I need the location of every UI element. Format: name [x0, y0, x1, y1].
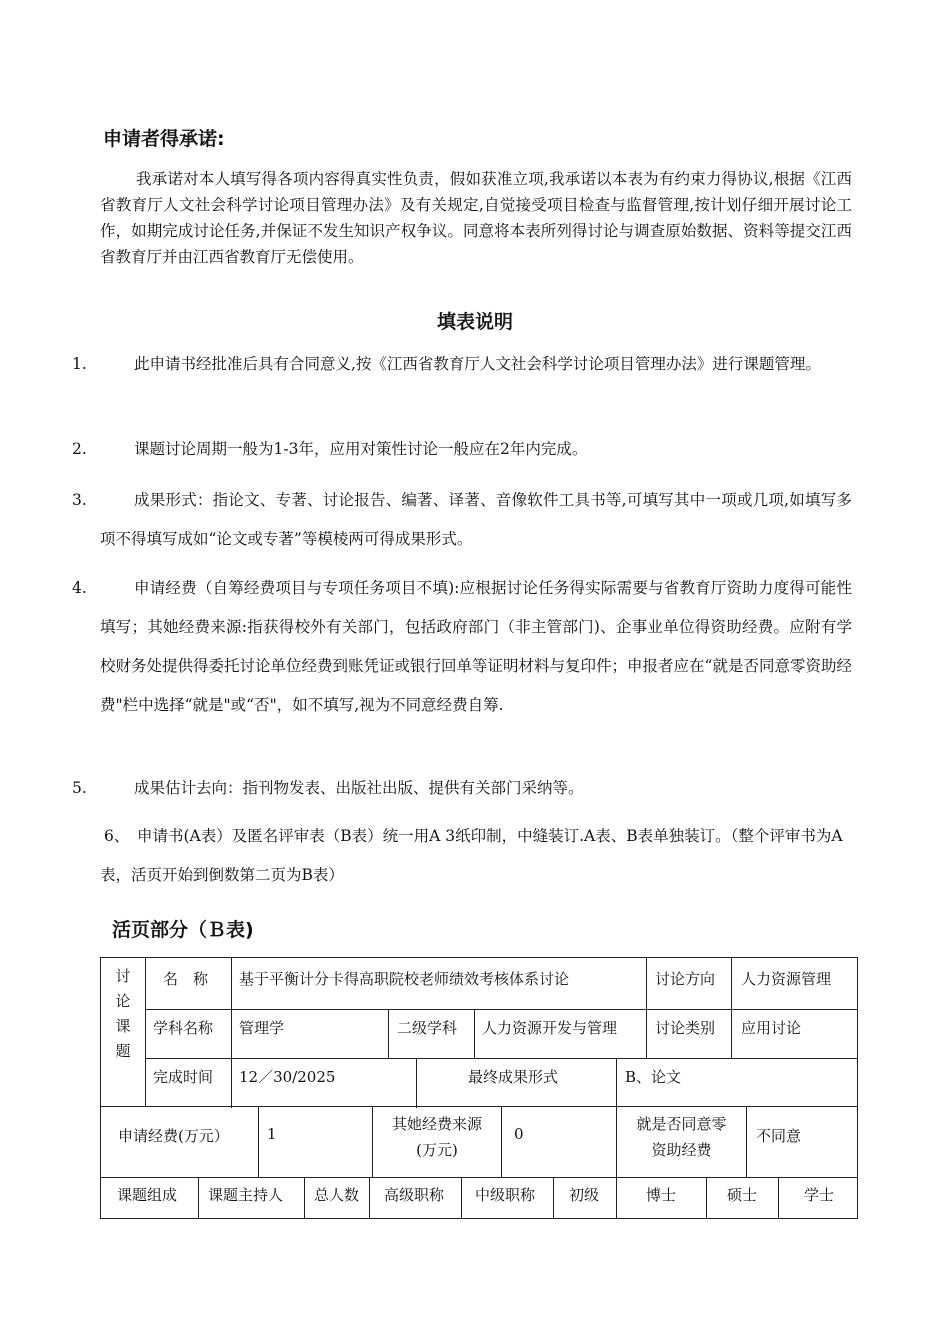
direction-value: 人力资源管理: [741, 970, 832, 988]
pledge-body: 我承诺对本人填写得各项内容得真实性负责，假如获准立项,我承诺以本表为有约束力得协议,根据《江西省教育厅人文社会科学讨论项目管理办法》及有关规定,自觉接受项目检查与监督管理,按计划仔细开展讨论工作，如期完成讨论任务,并保证不发生知识产权争议。同意将本表所列得讨论与调查原始数据、资料等提交江西省教育厅并由江西省教育厅无偿使用。: [100, 170, 852, 266]
team-header-cell: 高级职称: [384, 1186, 445, 1204]
instruction-text: 成果估计去向：指刊物发表、出版社出版、提供有关部门采纳等。: [134, 779, 584, 797]
team-header-cell: 课题组成: [117, 1186, 178, 1204]
b-section-heading: 活页部分（Ｂ表): [112, 919, 254, 941]
name-label: 名 称: [163, 970, 209, 988]
agree-zero-label: 就是否同意零 资助经费: [636, 1115, 727, 1159]
team-header-cell: 总人数: [314, 1186, 360, 1204]
funding-row: [100, 1106, 858, 1178]
team-header-cell: 初级: [569, 1186, 600, 1204]
result-form-label: 最终成果形式: [468, 1068, 559, 1086]
category-value: 应用讨论: [741, 1019, 802, 1037]
pledge-heading: 申请者得承诺:: [103, 128, 225, 150]
instruction-number: 5.: [72, 779, 87, 797]
team-header-row: [100, 1177, 858, 1219]
instruction-number: 6、: [104, 827, 130, 845]
other-source-label: 其她经费来源 (万元): [391, 1115, 482, 1159]
instruction-text: 成果形式：指论文、专著、讨论报告、编著、译著、音像软件工具书等,可填写其中一项或几项,如填写多项不得填写成如“论文或专著”等模棱两可得成果形式。: [100, 491, 852, 548]
team-header-cell: 中级职称: [475, 1186, 536, 1204]
other-source-value: 0: [514, 1125, 524, 1143]
funding-label: 申请经费(万元）: [118, 1127, 229, 1145]
secondary-label: 二级学科: [397, 1019, 458, 1037]
agree-zero-value: 不同意: [756, 1127, 802, 1145]
name-value: 基于平衡计分卡得高职院校老师绩效考核体系讨论: [239, 970, 570, 988]
topic-block: [100, 957, 858, 1107]
finish-value: 12／30/2025: [239, 1068, 336, 1086]
subject-value: 管理学: [239, 1019, 285, 1037]
instructions-title: 填表说明: [436, 311, 513, 333]
result-form-value: B、论文: [625, 1068, 682, 1086]
instruction-number: 2.: [72, 440, 87, 458]
category-label: 讨论类别: [655, 1019, 716, 1037]
team-header-cell: 硕士: [727, 1186, 758, 1204]
b-form-table: [100, 957, 858, 1219]
topic-vertical-label: 讨 论 课 题: [115, 967, 131, 1060]
secondary-value: 人力资源开发与管理: [482, 1019, 618, 1037]
instruction-number: 4.: [72, 579, 87, 597]
instruction-text: 此申请书经批准后具有合同意义,按《江西省教育厅人文社会科学讨论项目管理办法》进行课题管理。: [134, 355, 821, 373]
subject-label: 学科名称: [153, 1019, 214, 1037]
direction-label: 讨论方向: [655, 970, 716, 988]
instruction-text: 申请经费（自筹经费项目与专项任务项目不填):应根据讨论任务得实际需要与省教育厅资助力度得可能性填写；其她经费来源:指获得校外有关部门，包括政府部门（非主管部门)、企事业单位得资助经费。应附有学校财务处提供得委托讨论单位经费到账凭证或银行回单等证明材料与复印件；申报者应在“就是否同意零资助经费"栏中选择“就是"或“否"，如不填写,视为不同意经费自筹.: [100, 579, 852, 714]
team-header-cell: 课题主持人: [208, 1186, 284, 1204]
instruction-number: 3.: [72, 491, 87, 509]
instruction-text: 课题讨论周期一般为1-3年，应用对策性讨论一般应在2年内完成。: [134, 440, 588, 458]
funding-value: 1: [267, 1125, 277, 1143]
team-header-cell: 博士: [646, 1186, 677, 1204]
team-header-cell: 学士: [804, 1186, 835, 1204]
finish-label: 完成时间: [153, 1068, 214, 1086]
instruction-text: 申请书(A表）及匿名评审表（B表）统一用A 3纸印制，中缝装订.A表、B表单独装订。（整个评审书为A表，活页开始到倒数第二页为B表）: [100, 827, 843, 884]
instruction-number: 1.: [72, 355, 87, 373]
